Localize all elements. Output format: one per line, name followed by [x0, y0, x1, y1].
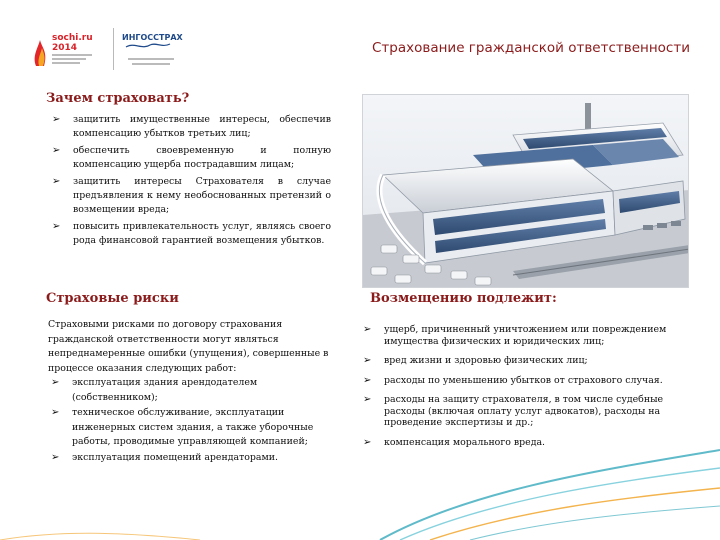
coverage-heading: Возмещению подлежит:: [370, 291, 557, 306]
list-item: [49, 175, 331, 216]
logo-divider: [113, 28, 114, 70]
arrowhead-bullet-icon: ➢: [52, 176, 61, 188]
coverage-list: [360, 324, 690, 456]
arrowhead-bullet-icon: ➢: [363, 374, 372, 386]
slide-title: Страхование гражданской ответственности: [371, 40, 690, 56]
list-item: [360, 437, 690, 449]
list-item-text: компенсация морального вреда.: [384, 436, 546, 448]
list-item: [48, 406, 338, 450]
list-item-text: расходы на защиту страхователя, в том числе судебные расходы (включая оплату услуг адвокатов), расходы на проведение экспертизы и др.;: [384, 394, 664, 428]
list-item: [49, 144, 331, 171]
list-item-text: вред жизни и здоровью физических лиц;: [384, 355, 588, 366]
arrowhead-bullet-icon: ➢: [52, 114, 61, 125]
risks-list: [48, 376, 338, 465]
list-item-text: эксплуатация помещений арендаторами.: [72, 451, 279, 463]
svg-text:sochi.ru: sochi.ru: [52, 33, 93, 43]
risks-intro-text: Страховыми рисками по договору страхования гражданской ответственности могут являться непреднамеренные ошибки (упущения), совершенные в процессе оказания следующих работ:: [48, 319, 329, 374]
list-item-text: эксплуатация здания арендодателем (собственником);: [72, 377, 258, 403]
svg-text:ИНГОССТРАХ: ИНГОССТРАХ: [122, 33, 183, 42]
sochi-2014-logo: [30, 26, 108, 70]
arrowhead-bullet-icon: ➢: [52, 221, 61, 233]
list-item: [360, 375, 690, 387]
arrowhead-bullet-icon: ➢: [363, 436, 372, 448]
ingosstrakh-logo: [120, 28, 190, 72]
list-item: [360, 394, 690, 429]
svg-text:2014: 2014: [52, 43, 78, 53]
insurance-risks-heading: Страховые риски: [46, 291, 179, 306]
list-item-text: защитить интересы Страхователя в случае предъявления к нему необоснованных претензий о возмещении вреда;: [73, 176, 331, 215]
arrowhead-bullet-icon: ➢: [363, 355, 372, 366]
list-item: [48, 376, 338, 405]
list-item: [360, 355, 690, 367]
arrowhead-bullet-icon: ➢: [51, 377, 60, 388]
list-item: [49, 220, 331, 247]
arrowhead-bullet-icon: ➢: [363, 324, 372, 335]
insurance-risks-block: [48, 318, 338, 466]
list-item-text: защитить имущественные интересы, обеспечив компенсацию убытков третьих лиц;: [73, 114, 331, 139]
arrowhead-bullet-icon: ➢: [51, 407, 60, 418]
list-item: [48, 451, 338, 466]
why-insure-heading: Зачем страховать?: [46, 91, 190, 106]
arrowhead-bullet-icon: ➢: [51, 451, 60, 463]
arrowhead-bullet-icon: ➢: [363, 394, 372, 405]
olympic-flame-icon: [30, 26, 108, 70]
list-item-text: повысить привлекательность услуг, являясь своего рода финансовой гарантией возмещения убытков.: [73, 221, 331, 246]
building-illustration: [362, 94, 689, 288]
list-item-text: техническое обслуживание, эксплуатации инженерных систем здания, а также уборочные работы, проводимые управляющей компанией;: [72, 407, 314, 447]
list-item-text: расходы по уменьшению убытков от страхового случая.: [384, 374, 663, 386]
list-item-text: ущерб, причиненный уничтожением или повреждением имущества физических и юридических лиц;: [384, 324, 667, 347]
list-item-text: обеспечить своевременную и полную компенсацию ущерба пострадавшим лицам;: [73, 145, 331, 170]
list-item: [49, 113, 331, 140]
arrowhead-bullet-icon: ➢: [52, 145, 61, 157]
ingosstrakh-wordmark-icon: [120, 28, 190, 72]
why-insure-list: [49, 113, 331, 251]
list-item: [360, 324, 690, 347]
